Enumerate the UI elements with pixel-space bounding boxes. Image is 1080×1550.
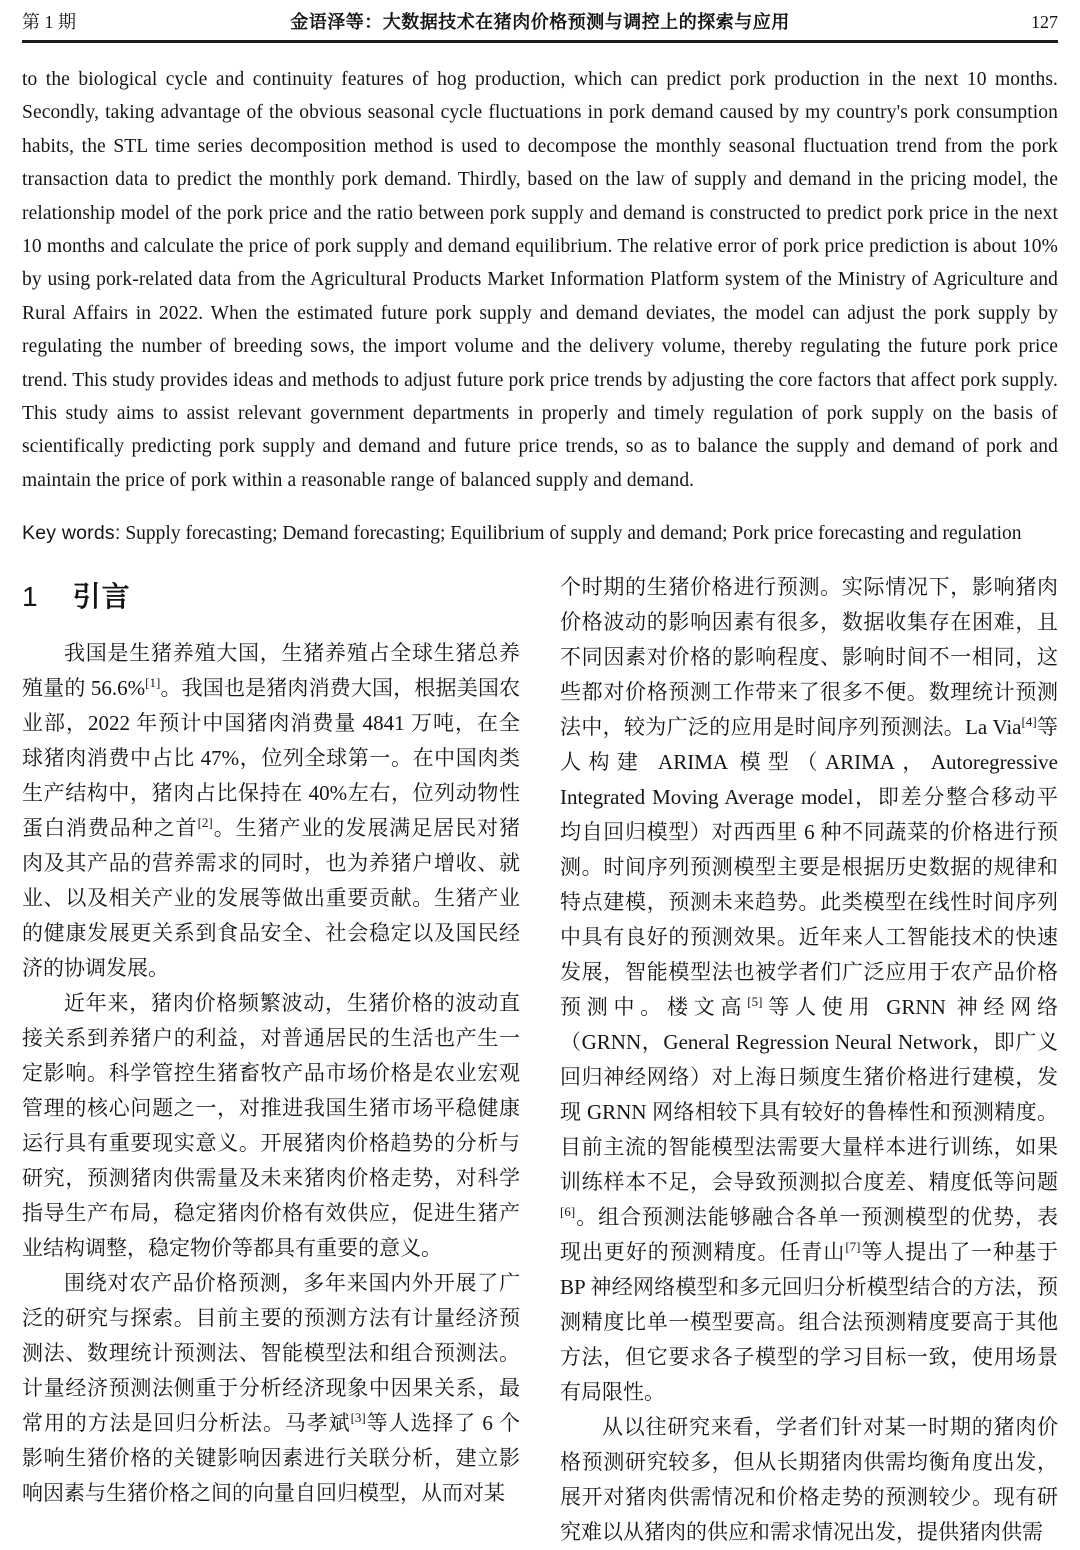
keywords-label: Key words: — [22, 521, 121, 544]
section-number: 1 — [22, 580, 39, 612]
issue-label: 第 1 期 — [22, 12, 76, 32]
body-paragraph: 近年来，猪肉价格频繁波动，生猪价格的波动直接关系到养猪户的利益，对普通居民的生活也产生一定影响。科学管控生猪畜牧产品市场价格是农业宏观管理的核心问题之一，对推进我国生猪市场平稳健康运行具有重要现实意义。开展猪肉价格趋势的分析与研究，预测猪肉供需量及未来猪肉价格走势，对科学指导生产布局，稳定猪肉价格有效供应，促进生猪产业结构调整，稳定物价等都具有重要的意义。 — [22, 990, 520, 1260]
left-column — [22, 570, 520, 1550]
body-paragraph: 我国是生猪养殖大国，生猪养殖占全球生猪总养殖量的 56.6%[1]。我国也是猪肉消费大国，根据美国农业部，2022 年预计中国猪肉消费量 4841 万吨，在全球猪肉消费中占比 47%，位列全球第一。在中国肉类生产结构中，猪肉占比保持在 40%左右，位列动物性蛋白消费品种之首[2]。生猪产业的发展满足居民对猪肉及其产品的营养需求的同时，也为养猪户增收、就业、以及相关产业的发展等做出重要贡献。生猪产业的健康发展更关系到食品安全、社会稳定以及国民经济的协调发展。 — [22, 640, 521, 980]
running-head-title: 金语泽等：大数据技术在猪肉价格预测与调控上的探索与应用 — [290, 12, 790, 32]
running-head — [22, 8, 1058, 38]
two-column-body — [22, 570, 1058, 1550]
body-paragraph: 从以往研究来看，学者们针对某一时期的猪肉价格预测研究较多，但从长期猪肉供需均衡角度出发，展开对猪肉供需情况和价格走势的预测较少。现有研究难以从猪肉的供应和需求情况出发，提供猪肉供需 — [560, 1414, 1058, 1544]
keywords-text: Supply forecasting; Demand forecasting; Equilibrium of supply and demand; Pork price forecasting and regulation — [120, 522, 1022, 544]
body-paragraph: 围绕对农产品价格预测，多年来国内外开展了广泛的研究与探索。目前主要的预测方法有计量经济预测法、数理统计预测法、智能模型法和组合预测法。计量经济预测法侧重于分析经济现象中因果关系，最常用的方法是回归分析法。马孝斌[3]等人选择了 6 个影响生猪价格的关键影响因素进行关联分析，建立影响因素与生猪价格之间的向量自回归模型，从而对某 — [22, 1270, 521, 1505]
abstract-english-continuation: to the biological cycle and continuity features of hog production, which can predict pork production in the next 10 months. Secondly, taking advantage of the obvious seasonal cycle fluctuations in pork demand caused by my country's pork consumption habits, the STL time series decomposition method is used to decompose the monthly seasonal fluctuation trend from the pork transaction data to predict the monthly pork demand. Thirdly, based on the law of supply and demand in the pricing model, the relationship model of the pork price and the ratio between pork supply and demand is constructed to predict pork price in the next 10 months and calculate the price of pork supply and demand equilibrium. The relative error of pork price prediction is about 10% by using pork-related data from the Agricultural Products Market Information Platform system of the Ministry of Agriculture and Rural Affairs in 2022. When the estimated future pork supply and demand deviates, the model can adjust the pork supply by regulating the number of breeding sows, the import volume and the delivery volume, thereby regulating the future pork price trend. This study provides ideas and methods to adjust future pork price trends by adjusting the core factors that affect pork supply. This study aims to assist relevant government departments in properly and timely regulation of pork supply on the basis of scientifically predicting pork supply and demand and future price trends, so as to balance the supply and demand of pork and maintain the price of pork within a reasonable range of balanced supply and demand. — [22, 69, 1058, 491]
body-paragraph: 个时期的生猪价格进行预测。实际情况下，影响猪肉价格波动的影响因素有很多，数据收集存在困难，且不同因素对价格的影响程度、影响时间不一相同，这些都对价格预测工作带来了很多不便。数理统计预测法中，较为广泛的应用是时间序列预测法。La Via[4]等人构建 ARIMA 模型（ARIMA，Autoregressive Integrated Moving Average model，即差分整合移动平均自回归模型）对西西里 6 种不同蔬菜的价格进行预测。时间序列预测模型主要是根据历史数据的规律和特点建模，预测未来趋势。此类模型在线性时间序列中具有良好的预测效果。近年来人工智能技术的快速发展，智能模型法也被学者们广泛应用于农产品价格预测中。楼文高[5]等人使用 GRNN 神经网络（GRNN，General Regression Neural Network，即广义回归神经网络）对上海日频度生猪价格进行建模，发现 GRNN 网络相较下具有较好的鲁棒性和预测精度。目前主流的智能模型法需要大量样本进行训练，如果训练样本不足，会导致预测拟合度差、精度低等问题[6]。组合预测法能够融合各单一预测模型的优势，表现出更好的预测精度。任青山[7]等人提出了一种基于 BP 神经网络模型和多元回归分析模型结合的方法，预测精度比单一模型要高。组合法预测精度要高于其他方法，但它要求各子模型的学习目标一致，使用场景有局限性。 — [560, 574, 1059, 1404]
keywords-line — [22, 517, 1058, 550]
header-rule — [22, 40, 1058, 43]
page-number: 127 — [1031, 12, 1058, 32]
section-title: 引言 — [72, 580, 131, 612]
section-1-heading — [22, 580, 520, 614]
right-column — [560, 570, 1058, 1550]
